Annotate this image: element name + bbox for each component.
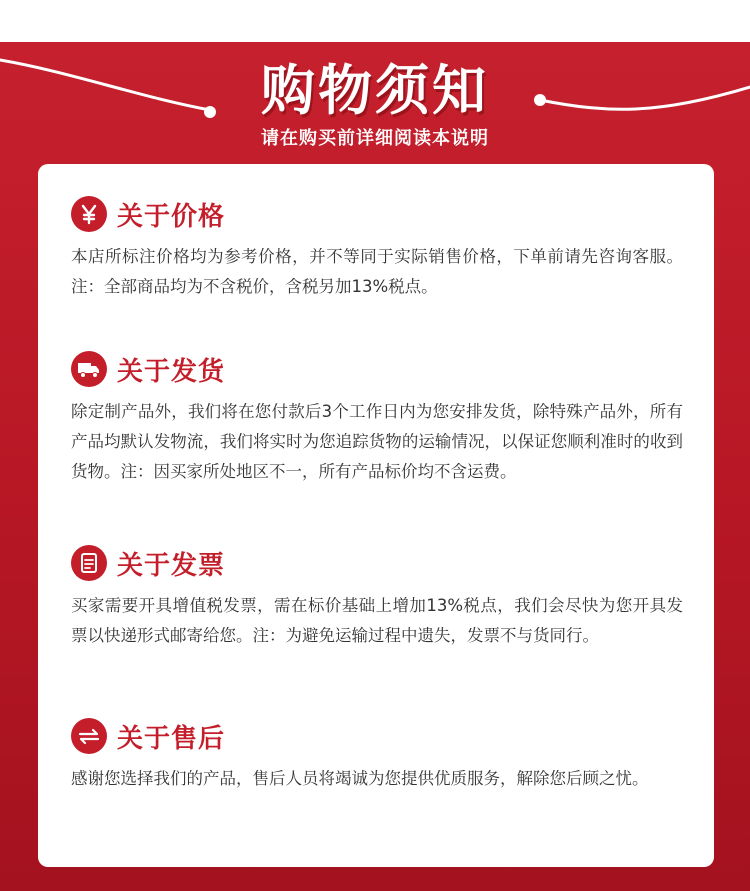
section-title: 关于发货: [117, 356, 226, 387]
section-header: [71, 351, 225, 387]
section-text: 本店所标注价格均为参考价格，并不等同于实际销售价格，下单前请先咨询客服。注：全部商品均为不含税价，含税另加13%税点。: [71, 247, 683, 296]
truck-icon: [71, 351, 107, 387]
section-text: 买家需要开具增值税发票，需在标价基础上增加13%税点，我们会尽快为您开具发票以快递形式邮寄给您。注：为避免运输过程中遗失，发票不与货同行。: [71, 596, 683, 645]
section-header: [71, 545, 225, 581]
page-subtitle: 请在购买前详细阅读本说明: [261, 128, 489, 149]
section-header: [71, 718, 225, 754]
section-title: 关于售后: [117, 723, 226, 754]
section-text: 感谢您选择我们的产品，售后人员将竭诚为您提供优质服务，解除您后顾之忧。: [71, 769, 649, 788]
section-title: 关于发票: [117, 550, 226, 581]
invoice-icon: [71, 545, 107, 581]
yen-icon: [71, 196, 107, 232]
page-title: 购物须知: [261, 59, 489, 122]
section-text: 除定制产品外，我们将在您付款后3个工作日内为您安排发货，除特殊产品外，所有产品均默认发物流，我们将实时为您追踪货物的运输情况，以保证您顺利准时的收到货物。注：因买家所处地区不一，所有产品标价均不含运费。: [71, 402, 683, 481]
section-title: 关于价格: [117, 201, 226, 232]
section-header: [71, 196, 225, 232]
notice-card: [38, 164, 714, 867]
exchange-icon: [71, 718, 107, 754]
